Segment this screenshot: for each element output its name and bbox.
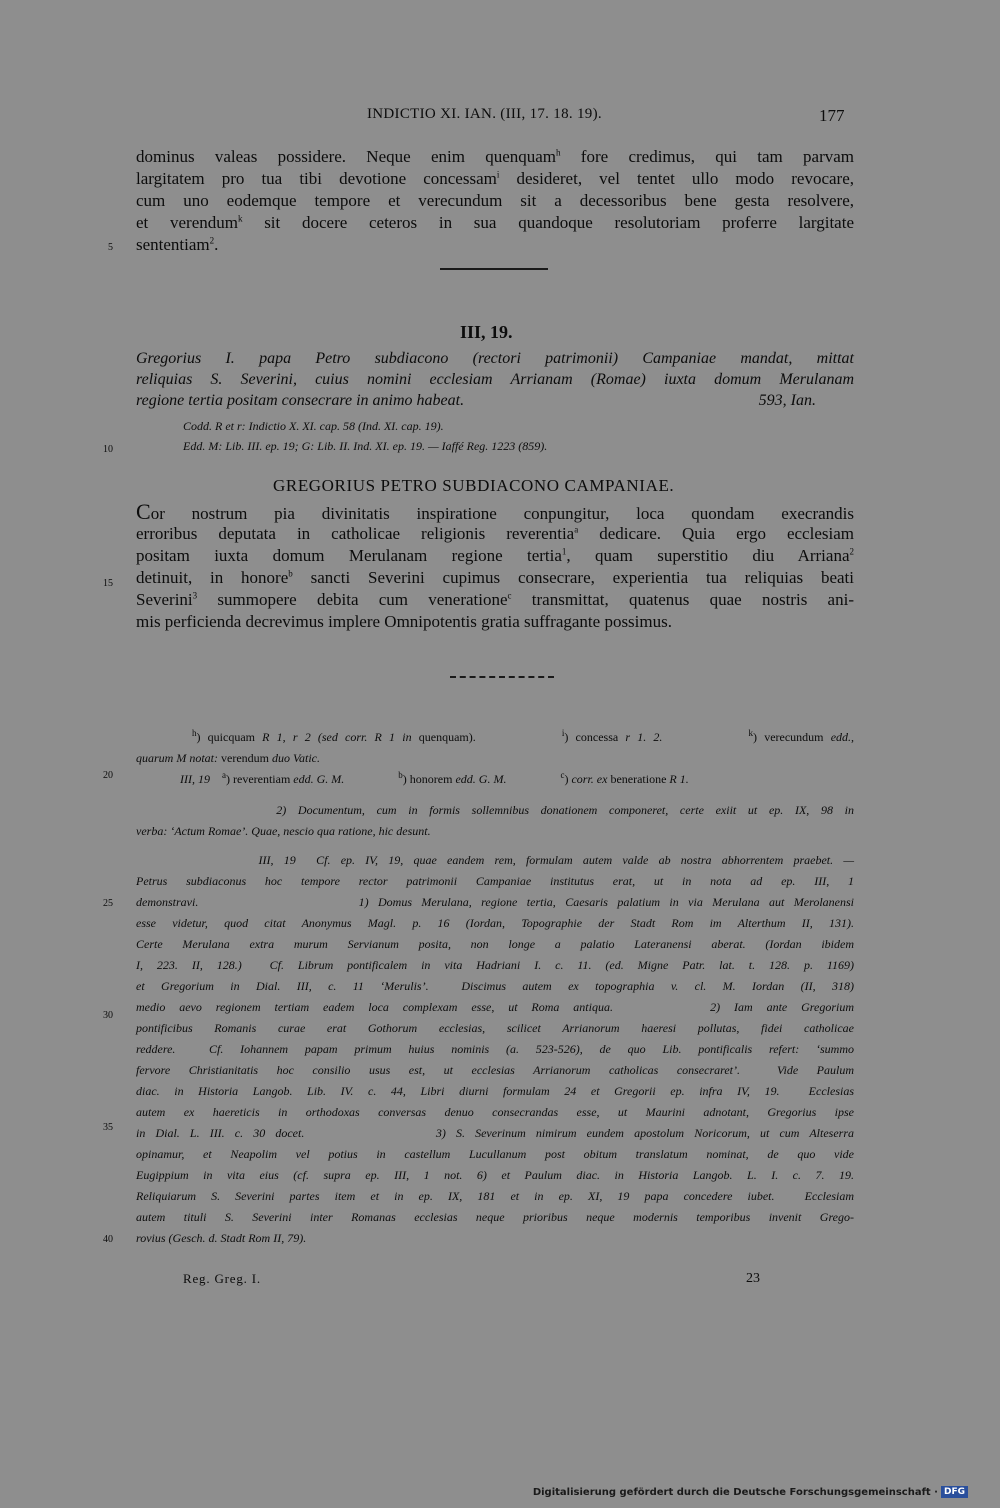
text-line: erroribus deputata in catholicae religionis reverentia$^a$ dedicare. Quia ergo ecclesiam bbox=[136, 524, 854, 543]
letter-summary bbox=[136, 348, 854, 411]
summary-line: Gregorius I. papa Petro subdiacono (rectori patrimonii) Campaniae mandat, mittat bbox=[136, 350, 854, 367]
line-number: 15 bbox=[103, 578, 113, 589]
note-line: autem tituli S. Severini inter Romanas ecclesias neque prioribus neque modernis temporibus invenit Grego- bbox=[136, 1210, 854, 1224]
note-line: reddere. Cf. Iohannem papam primum huius nominis (a. 523-526), de quo Lib. pontificalis refert: ‘summo bbox=[136, 1042, 854, 1056]
note-line: 2) Documentum, cum in formis sollemnibus donationem componeret, certe exiit ut ep. IX, 98 in bbox=[136, 803, 854, 817]
note-line: Petrus subdiaconus hoc tempore rector patrimonii Campaniae institutus erat, ut in nota ad ep. III, 1 bbox=[136, 874, 854, 888]
text-line: dominus valeas possidere. Neque enim quenquam$^h$ fore credimus, qui tam parvam bbox=[136, 147, 855, 166]
signature-mark: Reg. Greg. I. bbox=[183, 1271, 261, 1286]
summary-line: regione tertia positam consecrare in animo habeat. 593, Ian. bbox=[136, 392, 816, 409]
line-number: 20 bbox=[103, 770, 113, 781]
note-line: medio aevo regionem tertiam eadem loca complexam esse, ut Roma antiqua. 2) Iam ante Gregorium bbox=[136, 1000, 854, 1014]
note-line: III, 19 $^a$) reverentiam edd. G. M. $^b$) honorem edd. G. M. $^c$) corr. ex beneratione R 1. bbox=[180, 770, 689, 786]
text-line: mis perficienda decrevimus implere Omnipotentis gratia suffragante possimus. bbox=[136, 612, 672, 631]
note-line: pontificibus Romanis curae erat Gothorum ecclesias, scilicet Arrianorum haeresi pollutas, fidei catholicae bbox=[136, 1021, 854, 1035]
note-line: et Gregorium in Dial. III, c. 11 ‘Merulis’. Discimus autem ex topographia v. cl. M. Iordan (II, 318) bbox=[136, 979, 854, 993]
line-number: 40 bbox=[103, 1234, 113, 1245]
note-line: in Dial. L. III. c. 30 docet. 3) S. Severinum nimirum eundem apostolum Noricorum, ut cum Alteserra bbox=[136, 1126, 854, 1140]
note-line: Reliquiarum S. Severini partes item et in ep. IX, 181 et in ep. XI, 19 papa concedere iubet. Ecclesiam bbox=[136, 1189, 854, 1203]
page-number: 177 bbox=[819, 106, 845, 125]
note-line: Eugippium in vita eius (cf. supra ep. III, 1 not. 6) et Paulum diac. in Historia Langob. L. I. c. 7. 19. bbox=[136, 1168, 854, 1182]
text-line: cum uno eodemque tempore et verecundum sit a decessoribus bene gesta resolvere, bbox=[136, 191, 854, 210]
footnote-2 bbox=[136, 800, 854, 842]
initial-letter: C bbox=[136, 499, 151, 524]
letter-heading: GREGORIUS PETRO SUBDIACONO CAMPANIAE. bbox=[273, 476, 675, 495]
note-line: diac. in Historia Langob. Lib. IV. c. 44, Libri diurni formulam 24 et Gregorii ep. infra IV, 19. Ecclesias bbox=[136, 1084, 854, 1098]
text-line: sententiam$^2$. bbox=[136, 235, 219, 254]
line-number: 10 bbox=[103, 444, 113, 455]
note-line: fervore Christianitatis hoc consilio usus est, ut ecclesias Arrianorum catholicas consecraret’. Vide Paulum bbox=[136, 1063, 854, 1077]
credit-text: Digitalisierung gefördert durch die Deutsche Forschungsgemeinschaft · bbox=[532, 1486, 938, 1498]
text-line: positam iuxta domum Merulanam regione tertia$^1$, quam superstitio diu Arriana$^2$ bbox=[136, 546, 854, 565]
note-line: $^h$) quicquam R 1, r 2 (sed corr. R 1 in quenquam). $^i$) concessa r 1. 2. $^k$) verecundum edd., bbox=[192, 728, 855, 744]
text-line: et verendum$^k$ sit docere ceteros in sua quandoque resolutoriam proferre largitate bbox=[136, 213, 854, 232]
line-number: 35 bbox=[103, 1122, 113, 1133]
funding-credit bbox=[533, 1486, 968, 1498]
note-line: demonstravi. 1) Domus Merulana, regione tertia, Caesaris palatium in via Merulana aut Merolanensi bbox=[136, 895, 854, 909]
codices-line: Codd. R et r: Indictio X. XI. cap. 58 (Ind. XI. cap. 19). bbox=[183, 419, 444, 433]
note-line: verba: ‘Actum Romae’. Quae, nescio qua ratione, hic desunt. bbox=[136, 824, 431, 838]
text-line: Severini$^3$ summopere debita cum veneratione$^c$ transmittat, quatenus quae nostris ani- bbox=[136, 590, 854, 609]
variant-notes bbox=[136, 727, 854, 790]
text-line: largitatem pro tua tibi devotione concessam$^i$ desideret, vel tentet ullo modo revocare, bbox=[136, 169, 854, 188]
letter-number: III, 19. bbox=[460, 322, 513, 342]
note-line: opinamur, et Neapolim vel potius in castellum Lucullanum post obitum translatum nominat, de quo vide bbox=[136, 1147, 854, 1161]
summary-line: reliquias S. Severini, cuius nomini ecclesiam Arrianam (Romae) iuxta domum Merulanam bbox=[136, 371, 854, 388]
line-number: 30 bbox=[103, 1010, 113, 1021]
note-line: autem ex haereticis in orthodoxas conversas denuo consecrandas esse, ut Maurini adnotant, Gregorius ipse bbox=[136, 1105, 854, 1119]
letter-text-block bbox=[136, 501, 854, 633]
note-line: rovius (Gesch. d. Stadt Rom II, 79). bbox=[136, 1231, 307, 1245]
text-line: Cor nostrum pia divinitatis inspiratione conpungitur, loca quondam execrandis bbox=[136, 499, 854, 524]
note-line: esse videtur, quod citat Anonymus Magl. p. 16 (Iordan, Topographie der Stadt Rom im Alterthum II, 131). bbox=[136, 916, 854, 930]
section-divider bbox=[440, 268, 548, 270]
text-line: detinuit, in honore$^b$ sancti Severini cupimus consecrare, experientia tua reliquias beati bbox=[136, 568, 854, 587]
running-header: INDICTIO XI. IAN. (III, 17. 18. 19). bbox=[367, 106, 602, 122]
line-number: 25 bbox=[103, 898, 113, 909]
sheet-number: 23 bbox=[746, 1271, 760, 1286]
summary-date: 593, Ian. bbox=[758, 392, 816, 409]
line-number: 5 bbox=[108, 242, 113, 253]
section-divider bbox=[450, 676, 554, 678]
note-line: III, 19 Cf. ep. IV, 19, quae eandem rem, formulam autem valde ab nostra abhorrentem praebet. — bbox=[136, 853, 854, 867]
note-line: Certe Merulana extra murum Servianum posita, non longe a palatio Lateranensi aberat. (Iordan ibidem bbox=[136, 937, 854, 951]
dfg-logo: DFG bbox=[941, 1486, 968, 1498]
editions-line: Edd. M: Lib. III. ep. 19; G: Lib. II. Ind. XI. ep. 19. — Iaffé Reg. 1223 (859). bbox=[183, 439, 548, 453]
note-line: quarum M notat: verendum duo Vatic. bbox=[136, 751, 320, 765]
note-line: I, 223. II, 128.) Cf. Librum pontificalem in vita Hadriani I. c. 11. (ed. Migne Patr. lat. t. 128. p. 1169) bbox=[136, 958, 854, 972]
main-text-block bbox=[136, 146, 854, 256]
footnote-commentary bbox=[136, 850, 854, 1249]
